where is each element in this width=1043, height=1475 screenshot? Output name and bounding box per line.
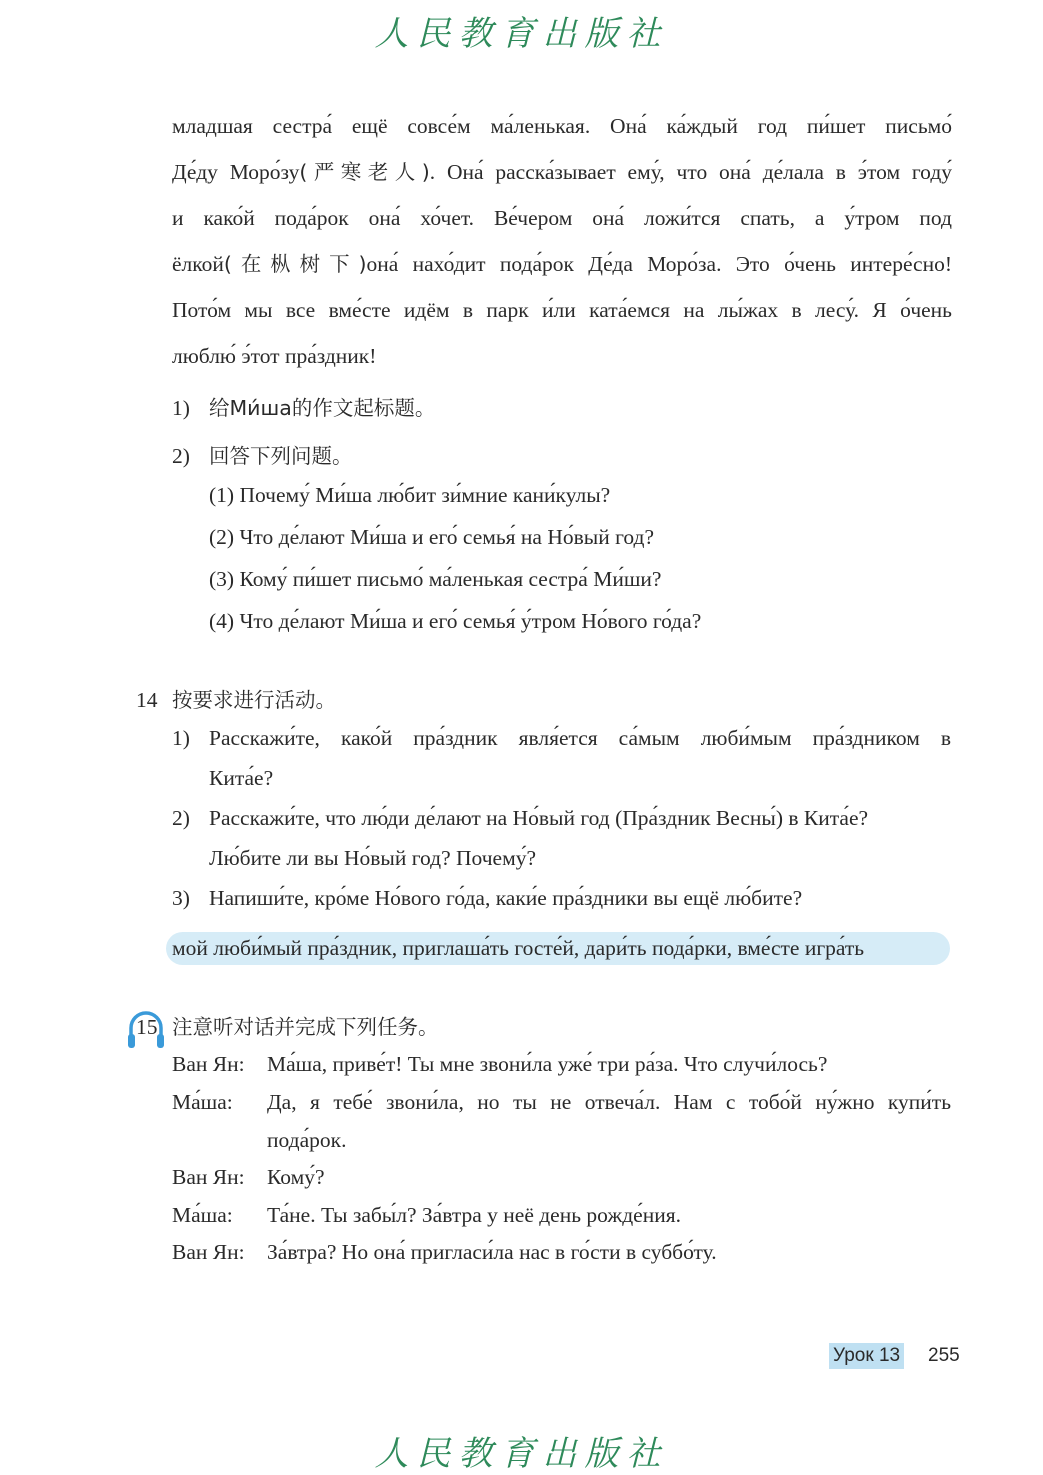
publisher-logo-footer: 人民教育出版社 xyxy=(374,1434,669,1474)
hint-phrases: мой люби́мый пра́здник, приглаша́ть госте́й, дари́ть пода́рки, вме́сте игра́ть xyxy=(172,936,865,960)
dialogue-line: Да, я тебе́ звони́ла, но ты не отвеча́л. Нам с тобо́й ну́жно купи́ть xyxy=(267,1090,951,1114)
item-2-line-1: Расскажи́те, что лю́ди де́лают на Но́вый год (Пра́здник Весны́) в Кита́е? xyxy=(209,806,869,830)
paragraph-line: Пото́м мы все вме́сте идём в парк и́ли ката́емся на лы́жах в лесу́. Я о́чень xyxy=(172,298,952,322)
page-number: 255 xyxy=(928,1345,960,1366)
task-1-number: 1) xyxy=(172,396,190,420)
dialogue-speaker: Ван Ян: xyxy=(172,1240,245,1264)
question-3: (3) Кому́ пи́шет письмо́ ма́ленькая сестра́ Ми́ши? xyxy=(209,567,662,591)
question-1: (1) Почему́ Ми́ша лю́бит зи́мние кани́кулы? xyxy=(209,483,611,507)
question-4: (4) Что де́лают Ми́ша и его́ семья́ у́тром Но́вого го́да? xyxy=(209,609,702,633)
dialogue-speaker: Ма́ша: xyxy=(172,1203,233,1227)
item-1-line-1: Расскажи́те, како́й пра́здник явля́ется са́мым люби́мым пра́здником в xyxy=(209,726,951,750)
publisher-logo-header: 人民教育出版社 xyxy=(374,14,669,54)
dialogue-line: Ма́ша, приве́т! Ты мне звони́ла уже́ три ра́за. Что случи́лось? xyxy=(267,1052,828,1076)
exercise-14-number: 14 xyxy=(136,688,158,712)
exercise-15-number: 15 xyxy=(136,1015,158,1039)
item-3-number: 3) xyxy=(172,886,190,910)
paragraph-line: младшая сестра́ ещё совсе́м ма́ленькая. Она́ ка́ждый год пи́шет письмо́ xyxy=(172,114,952,138)
task-1-text: 给Ми́ша的作文起标题。 xyxy=(209,396,436,420)
item-1-number: 1) xyxy=(172,726,190,750)
dialogue-speaker: Ма́ша: xyxy=(172,1090,233,1114)
exercise-14-title: 按要求进行活动。 xyxy=(172,688,336,712)
paragraph-line: люблю́ э́тот пра́здник! xyxy=(172,344,377,368)
task-2-number: 2) xyxy=(172,444,190,468)
reading-paragraph xyxy=(172,103,952,379)
item-1-line-2: Кита́е? xyxy=(209,766,274,790)
dialogue-line: Кому́? xyxy=(267,1165,325,1189)
paragraph-line: ёлкой(在枞树下)она́ нахо́дит пода́рок Де́да Моро́за. Это о́чень интере́сно! xyxy=(172,252,952,276)
item-2-line-2: Лю́бите ли вы Но́вый год? Почему́? xyxy=(209,846,536,870)
item-3-line-1: Напиши́те, кро́ме Но́вого го́да, каки́е пра́здники вы ещё лю́бите? xyxy=(209,886,803,910)
lesson-label: Урок 13 xyxy=(829,1343,904,1369)
paragraph-line: Де́ду Моро́зу(严寒老人). Она́ расска́зывает ему́, что она́ де́лала в э́том году́ xyxy=(172,160,953,184)
dialogue-line-continued: пода́рок. xyxy=(267,1128,347,1152)
dialogue-speaker: Ван Ян: xyxy=(172,1165,245,1189)
dialogue-line: За́втра? Но она́ пригласи́ла нас в го́сти в суббо́ту. xyxy=(267,1240,717,1264)
dialogue-line: Та́не. Ты забы́л? За́втра у неё день рожде́ния. xyxy=(267,1203,681,1227)
exercise-15-title: 注意听对话并完成下列任务。 xyxy=(172,1015,439,1039)
paragraph-line: и како́й пода́рок она́ хо́чет. Ве́чером она́ ложи́тся спать, а у́тром под xyxy=(172,206,952,230)
item-2-number: 2) xyxy=(172,806,190,830)
question-2: (2) Что де́лают Ми́ша и его́ семья́ на Но́вый год? xyxy=(209,525,654,549)
dialogue-speaker: Ван Ян: xyxy=(172,1052,245,1076)
task-2-text: 回答下列问题。 xyxy=(209,444,353,468)
